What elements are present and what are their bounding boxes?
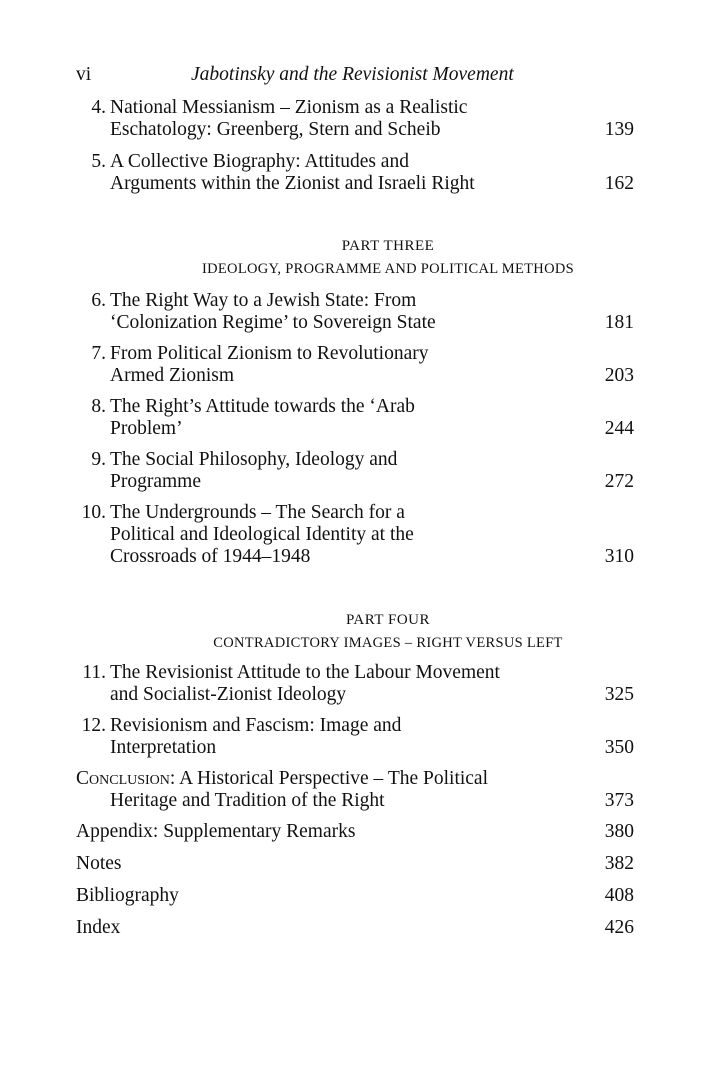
chapter-title-line: A Collective Biography: Attitudes and	[110, 151, 409, 172]
conclusion-title: A Historical Perspective – The Political	[179, 768, 489, 789]
chapter-title-line: Programme	[110, 471, 201, 492]
chapter-number: 9.	[91, 449, 106, 470]
toc-entry	[0, 290, 718, 334]
chapter-number: 10.	[81, 502, 106, 523]
chapter-number: 11.	[82, 662, 106, 683]
running-head-title: Jabotinsky and the Revisionist Movement	[191, 64, 514, 85]
chapter-title-line: and Socialist-Zionist Ideology	[110, 684, 347, 705]
part-label: PART THREE	[341, 238, 435, 254]
part-subtitle: IDEOLOGY, PROGRAMME AND POLITICAL METHODS	[202, 261, 574, 277]
page-number: 203	[604, 365, 634, 386]
chapter-title-line: Problem’	[110, 418, 183, 439]
toc-entry	[0, 396, 718, 440]
page-number: 426	[604, 917, 634, 938]
page-number: 382	[604, 853, 634, 874]
toc-entry	[0, 151, 718, 195]
part-subtitle: CONTRADICTORY IMAGES – RIGHT VERSUS LEFT	[213, 635, 563, 651]
toc-entry	[0, 502, 718, 568]
back-matter-title: Bibliography	[76, 885, 179, 906]
chapter-title-line: The Right’s Attitude towards the ‘Arab	[110, 396, 415, 417]
chapter-title-line: Crossroads of 1944–1948	[110, 546, 311, 567]
chapter-title-line: The Revisionist Attitude to the Labour Movement	[110, 662, 500, 683]
folio: vi	[76, 64, 92, 85]
chapter-title-line: Political and Ideological Identity at the	[110, 524, 414, 545]
chapter-number: 12.	[81, 715, 106, 736]
chapter-title-line: The Right Way to a Jewish State: From	[110, 290, 417, 311]
chapter-title-line: National Messianism – Zionism as a Realistic	[110, 97, 468, 118]
chapter-title-line: ‘Colonization Regime’ to Sovereign State	[110, 312, 436, 333]
toc-entry	[0, 343, 718, 387]
page-number: 373	[604, 790, 634, 811]
page-number: 380	[604, 821, 634, 842]
chapter-number: 6.	[91, 290, 106, 311]
back-matter-title: Appendix: Supplementary Remarks	[76, 821, 356, 842]
page-number: 310	[604, 546, 634, 567]
chapter-title-line: Eschatology: Greenberg, Stern and Scheib	[110, 119, 441, 140]
page-number: 350	[604, 737, 634, 758]
toc-entry-notes	[0, 853, 718, 875]
page-number: 181	[604, 312, 634, 333]
chapter-title-line: From Political Zionism to Revolutionary	[110, 343, 429, 364]
toc-entry-index	[0, 917, 718, 939]
toc-entry	[0, 715, 718, 759]
chapter-title-line: The Social Philosophy, Ideology and	[110, 449, 398, 470]
chapter-title-line: Revisionism and Fascism: Image and	[110, 715, 402, 736]
back-matter-title: Notes	[76, 853, 122, 874]
chapter-number: 7.	[91, 343, 106, 364]
chapter-title-line: Armed Zionism	[110, 365, 235, 386]
running-head	[76, 62, 636, 88]
toc-entry-conclusion	[0, 768, 718, 812]
chapter-number: 8.	[91, 396, 106, 417]
page-number: 162	[604, 173, 634, 194]
chapter-title-line: Interpretation	[110, 737, 217, 758]
part-three-heading	[0, 236, 718, 280]
chapter-title-line: The Undergrounds – The Search for a	[110, 502, 405, 523]
toc-entry	[0, 662, 718, 706]
toc-entry	[0, 449, 718, 493]
conclusion-line	[0, 768, 718, 790]
chapter-number: 4.	[91, 97, 106, 118]
page-number: 272	[604, 471, 634, 492]
toc-entry-appendix	[0, 821, 718, 843]
chapter-number: 5.	[91, 151, 106, 172]
conclusion-label: Conclusion:	[76, 768, 176, 789]
chapter-title-line: Arguments within the Zionist and Israeli Right	[110, 173, 475, 194]
toc-entry-bibliography	[0, 885, 718, 907]
toc-entry	[0, 97, 718, 141]
page-number: 139	[604, 119, 634, 140]
page-number: 244	[604, 418, 634, 439]
part-label: PART FOUR	[345, 612, 431, 628]
part-four-heading	[0, 610, 718, 654]
back-matter-title: Index	[76, 917, 121, 938]
page-number: 325	[604, 684, 634, 705]
conclusion-title-line: Heritage and Tradition of the Right	[110, 790, 385, 811]
page-number: 408	[604, 885, 634, 906]
